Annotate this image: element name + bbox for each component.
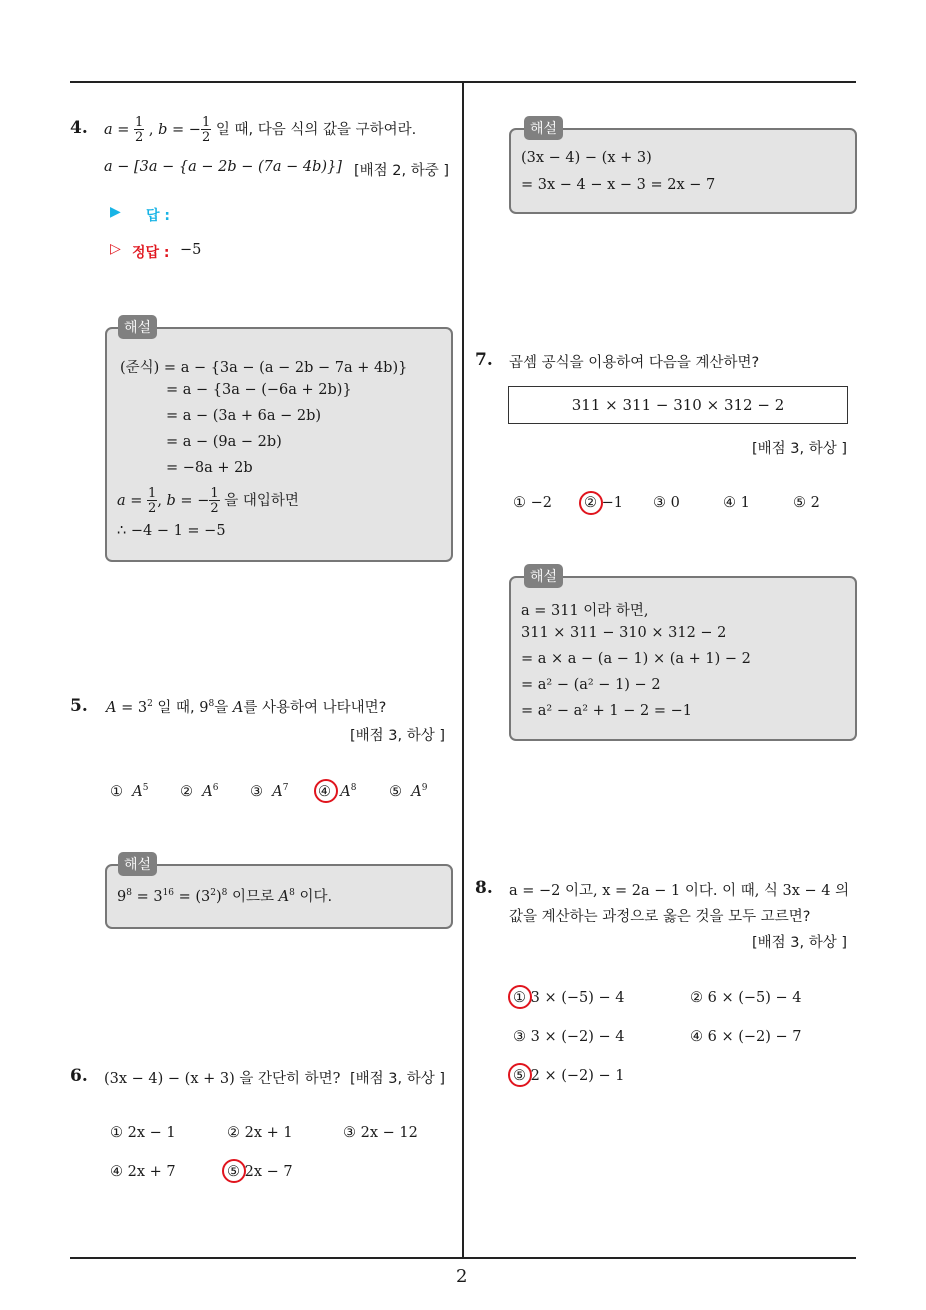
question-4-number: 4. [70, 118, 88, 138]
question-7-score: [배점 3, 하상 ] [752, 441, 848, 457]
choice-q5-2[interactable]: ② $A^6$ [180, 783, 219, 800]
explanation-box-q6 [509, 128, 857, 214]
question-5-score: [배점 3, 하상 ] [350, 728, 446, 744]
question-7-expression-box [508, 386, 848, 424]
question-7-number: 7. [475, 350, 493, 370]
correct-label: 정답 : [132, 245, 170, 261]
question-4-text: 일 때, 다음 식의 값을 구하여라. [215, 122, 417, 138]
explanation-line: = a − {3a − (−6a + 2b)} [166, 382, 352, 398]
selected-mark-circle [508, 985, 532, 1009]
question-8-line-2: 값을 계산하는 과정으로 옳은 것을 모두 고르면? [509, 909, 811, 925]
choice-q8-2[interactable]: ② 6 × (−5) − 4 [690, 990, 802, 1006]
question-6-number: 6. [70, 1066, 88, 1086]
choice-q8-3[interactable]: ③ 3 × (−2) − 4 [513, 1029, 625, 1045]
explanation-q6-line: = 3x − 4 − x − 3 = 2x − 7 [521, 177, 716, 193]
correct-value: −5 [180, 242, 202, 258]
explanation-q7-line: = a² − a² + 1 − 2 = −1 [521, 703, 692, 719]
explanation-line: = −8a + 2b [166, 460, 253, 476]
explanation-tag-q5: 해설 [118, 852, 157, 876]
question-4-expression: a − [3a − {a − 2b − (7a − 4b)}] [104, 159, 342, 175]
choice-q7-5[interactable]: ⑤ 2 [793, 495, 820, 511]
question-4-condition: a = $\frac{1}{2}$ , b = − $\frac{1}{2}$ 일 때, 다음 식의 값을 구하여라. [104, 115, 417, 145]
choice-q5-4[interactable]: ④ $A^8$ [318, 783, 357, 800]
selected-mark-circle [508, 1063, 532, 1087]
explanation-q7-line: = a × a − (a − 1) × (a + 1) − 2 [521, 651, 751, 667]
column-divider [462, 82, 464, 1258]
choice-q5-3[interactable]: ③ $A^7$ [250, 783, 289, 800]
explanation-q7-line: = a² − (a² − 1) − 2 [521, 677, 661, 693]
choice-q8-4[interactable]: ④ 6 × (−2) − 7 [690, 1029, 802, 1045]
explanation-q7-line: 311 × 311 − 310 × 312 − 2 [521, 625, 727, 641]
choice-q5-1[interactable]: ① $A^5$ [110, 783, 149, 800]
page-number: 2 [456, 1266, 468, 1287]
question-4-score: [배점 2, 하중 ] [354, 163, 450, 179]
choice-q6-1[interactable]: ① 2x − 1 [110, 1125, 176, 1141]
question-6-score: [배점 3, 하상 ] [350, 1071, 446, 1087]
choice-q8-5[interactable]: ⑤ 2 × (−2) − 1 [513, 1068, 625, 1084]
choice-q7-3[interactable]: ③ 0 [653, 495, 680, 511]
choice-q6-3[interactable]: ③ 2x − 12 [343, 1125, 418, 1141]
choice-q8-1[interactable]: ① 3 × (−5) − 4 [513, 990, 625, 1006]
choice-q7-1[interactable]: ① −2 [513, 495, 552, 511]
question-7-text: 곱셈 공식을 이용하여 다음을 계산하면? [509, 355, 760, 371]
question-5-text: $A = 3^2$ 일 때, $9^8$을 A를 사용하여 나타내면? [106, 699, 387, 716]
explanation-tag-q6: 해설 [524, 116, 563, 140]
explanation-final: ∴ −4 − 1 = −5 [117, 523, 226, 539]
question-8-score: [배점 3, 하상 ] [752, 935, 848, 951]
explanation-q6-line: (3x − 4) − (x + 3) [521, 150, 652, 166]
question-7-expression: 311 × 311 − 310 × 312 − 2 [571, 396, 785, 414]
question-6-text: (3x − 4) − (x + 3) 을 간단히 하면? [104, 1071, 341, 1087]
choice-q7-4[interactable]: ④ 1 [723, 495, 750, 511]
explanation-tag-q4: 해설 [118, 315, 157, 339]
explanation-line: = a − (9a − 2b) [166, 434, 282, 450]
choice-q7-2[interactable]: ② −1 [584, 495, 623, 511]
correct-arrow-icon: ▷ [110, 241, 121, 257]
explanation-substitution-text: 을 대입하면 [224, 493, 299, 509]
selected-mark-circle [222, 1159, 246, 1183]
choice-q6-5[interactable]: ⑤ 2x − 7 [227, 1164, 293, 1180]
choice-q6-2[interactable]: ② 2x + 1 [227, 1125, 293, 1141]
answer-arrow-icon: ▶ [110, 204, 121, 220]
explanation-line: (준식) = a − {3a − (a − 2b − 7a + 4b)} [120, 360, 408, 376]
question-5-number: 5. [70, 696, 88, 716]
selected-mark-circle [579, 491, 603, 515]
selected-mark-circle [314, 779, 338, 803]
explanation-q5-line: $9^8 = 3^{16} = (3^2)^8$ 이므로 $A^8$ 이다. [117, 888, 333, 905]
explanation-tag-q7: 해설 [524, 564, 563, 588]
choice-q6-4[interactable]: ④ 2x + 7 [110, 1164, 176, 1180]
explanation-substitution: a = $\frac{1}{2}$ , b = − $\frac{1}{2}$ 을 대입하면 [117, 486, 299, 516]
explanation-q7-line: a = 311 이라 하면, [521, 603, 649, 619]
question-8-line-1: a = −2 이고, x = 2a − 1 이다. 이 때, 식 3x − 4 의 [509, 883, 850, 899]
explanation-line: = a − (3a + 6a − 2b) [166, 408, 322, 424]
question-8-number: 8. [475, 878, 493, 898]
answer-label: 답 : [146, 208, 170, 224]
choice-q5-5[interactable]: ⑤ $A^9$ [389, 783, 428, 800]
